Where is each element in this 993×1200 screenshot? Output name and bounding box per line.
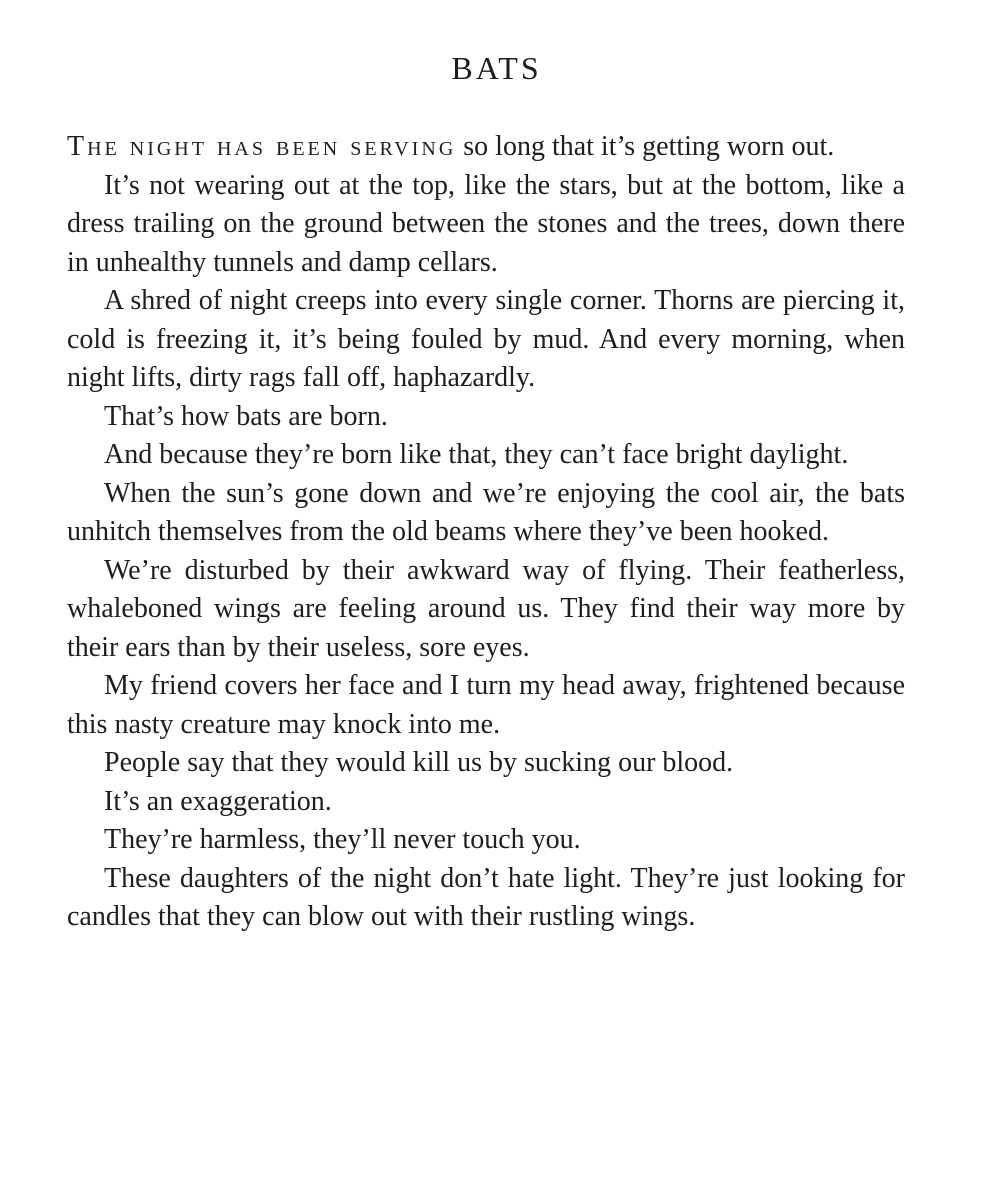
paragraph-1-text: so long that it’s getting worn out. <box>456 131 835 162</box>
paragraph-8: My friend covers her face and I turn my head away, frightened because this nasty creature may knock into me. <box>67 670 905 740</box>
paragraph-9: People say that they would kill us by sucking our blood. <box>104 747 734 778</box>
paragraph-3: A shred of night creeps into every single corner. Thorns are piercing it, cold is freezing it, it’s being fouled by mud. And every morning, when night lifts, dirty rags fall off, haphazardly. <box>67 285 905 393</box>
paragraph-12: These daughters of the night don’t hate light. They’re just looking for candles that they can blow out with their rustling wings. <box>67 862 905 932</box>
paragraph-10: It’s an exaggeration. <box>104 785 332 817</box>
paragraph-1 <box>67 128 905 167</box>
chapter-body <box>67 128 905 937</box>
paragraph-11: They’re harmless, they’ll never touch you. <box>104 824 581 855</box>
chapter-title: BATS <box>451 50 542 86</box>
paragraph-6: When the sun’s gone down and we’re enjoying the cool air, the bats unhitch themselves from the old beams where they’ve been hooked. <box>67 477 905 547</box>
paragraph-7: We’re disturbed by their awkward way of flying. Their featherless, whaleboned wings are feeling around us. They find their way more by their ears than by their useless, sore eyes. <box>67 554 905 663</box>
paragraph-5: And because they’re born like that, they can’t face bright daylight. <box>104 439 849 470</box>
paragraph-2: It’s not wearing out at the top, like the stars, but at the bottom, like a dress trailing on the ground between the stones and the trees, down there in unhealthy tunnels and damp cellars. <box>67 169 905 278</box>
paragraph-4: That’s how bats are born. <box>104 400 388 432</box>
opening-small-caps: The night has been serving <box>67 131 457 162</box>
